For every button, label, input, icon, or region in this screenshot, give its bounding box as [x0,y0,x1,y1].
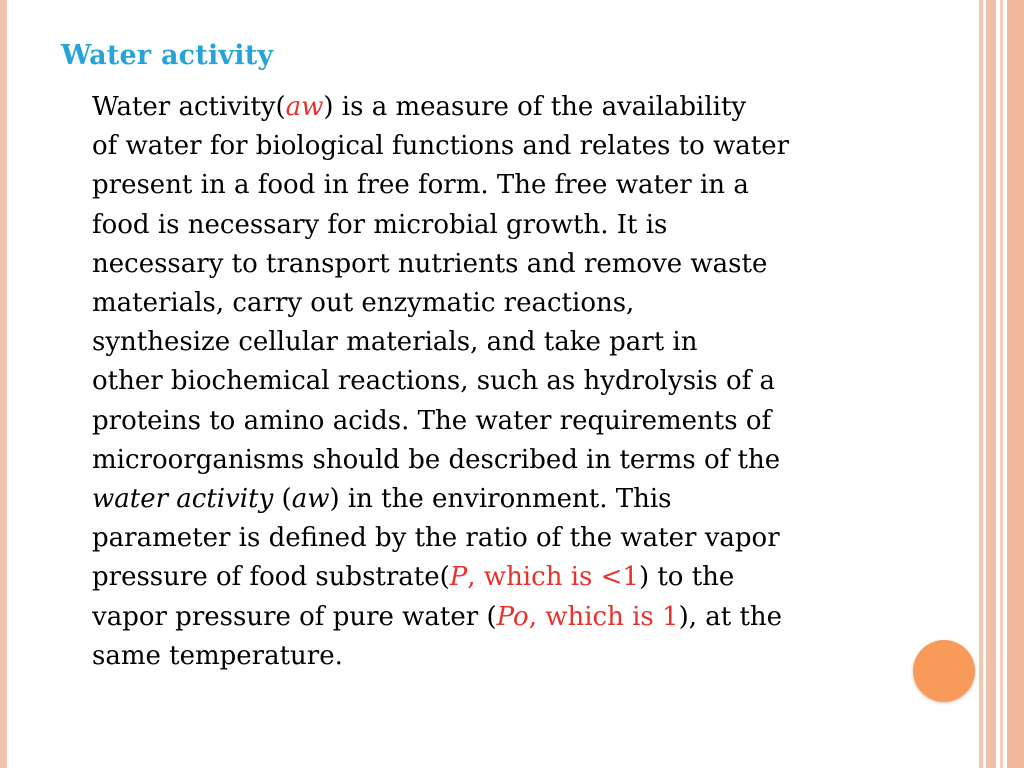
right-stripe-decoration [1007,0,1024,768]
right-stripe-decoration [1000,0,1003,768]
text-segment: ) in the environment. This [329,484,672,515]
text-segment: vapor pressure of pure water ( [92,601,497,632]
text-segment: parameter is defined by the ratio of the water vapor [92,523,780,554]
left-border-decoration [0,0,7,768]
highlighted-text: Po [496,601,529,632]
text-segment: necessary to transport nutrients and remove waste [92,248,768,279]
paragraph-line [92,480,892,519]
text-segment: proteins to amino acids. The water requirements of [92,405,772,436]
text-segment: aw [291,484,330,515]
highlighted-text: , which is 1 [528,601,679,632]
text-segment: pressure of food substrate( [92,562,450,593]
highlighted-text: P [449,562,468,593]
paragraph-line [92,598,892,637]
text-segment: microorganisms should be described in terms of the [92,444,781,475]
paragraph-line [92,206,892,245]
text-segment: same temperature. [92,640,343,671]
text-segment: ) is a measure of the availability [323,92,747,122]
paragraph-line [92,127,892,166]
paragraph-line [92,441,892,480]
orange-circle-decoration [913,640,975,702]
text-segment: materials, carry out enzymatic reactions, [92,288,635,319]
text-segment: ) to the [638,562,735,593]
highlighted-text: aw [285,92,324,122]
text-segment: food is necessary for microbial growth. It is [92,209,668,240]
paragraph-line [92,637,892,676]
slide-title: Water activity [61,40,274,71]
slide-body-text [92,88,892,676]
paragraph-line [92,323,892,362]
paragraph-line [92,166,892,205]
paragraph-line [92,362,892,401]
paragraph-line [92,88,892,127]
text-segment: water activity [92,484,274,515]
text-segment: ), at the [678,601,783,632]
text-segment: ( [273,484,292,515]
paragraph-line [92,519,892,558]
paragraph-line [92,402,892,441]
right-stripe-decoration [986,0,996,768]
text-segment: other biochemical reactions, such as hydrolysis of a [92,366,775,397]
paragraph-line [92,558,892,597]
paragraph-line [92,245,892,284]
text-segment: synthesize cellular materials, and take part in [92,327,698,358]
highlighted-text: , which is <1 [467,562,639,593]
text-segment: of water for biological functions and relates to water [92,131,790,162]
text-segment: present in a food in free form. The free water in a [92,170,749,201]
right-stripe-decoration [979,0,983,768]
text-segment: Water activity( [92,92,286,122]
paragraph-line [92,284,892,323]
